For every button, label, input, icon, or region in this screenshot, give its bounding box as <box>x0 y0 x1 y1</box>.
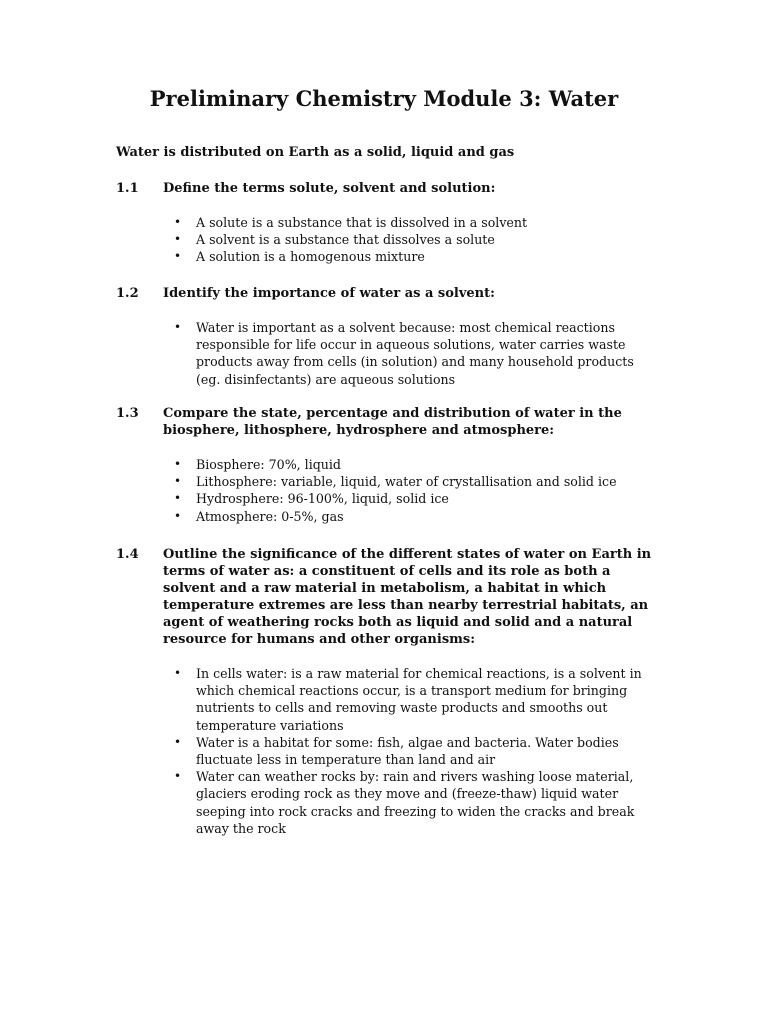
bullet-list <box>116 456 656 525</box>
list-item <box>174 456 656 473</box>
list-item <box>174 248 656 265</box>
list-item <box>174 473 656 490</box>
bullet-icon: • <box>174 474 182 489</box>
bullet-icon: • <box>174 734 182 749</box>
list-item <box>174 214 656 231</box>
intro-heading: Water is distributed on Earth as a solid, liquid and gas <box>116 145 515 160</box>
list-item <box>174 319 656 388</box>
list-item-text: Biosphere: 70%, liquid <box>196 457 341 472</box>
bullet-icon: • <box>174 508 182 523</box>
list-item-text: In cells water: is a raw material for chemical reactions, is a solvent in which chemical reactions occur, is a transport medium for bringing nutrients to cells and removing waste products and smooths out temperature variations <box>196 666 642 733</box>
bullet-icon: • <box>174 666 182 680</box>
section-heading <box>116 546 656 648</box>
bullet-icon: • <box>174 232 182 247</box>
bullet-icon: • <box>174 249 182 264</box>
section-1-2 <box>116 285 656 388</box>
page-title: Preliminary Chemistry Module 3: Water <box>149 86 619 111</box>
list-item <box>174 508 656 525</box>
bullet-list <box>116 214 656 266</box>
list-item <box>174 665 656 734</box>
list-item-text: A solution is a homogenous mixture <box>196 249 425 265</box>
list-item-text: Water is important as a solvent because: most chemical reactions responsible for life occur in aqueous solutions, water carries waste products away from cells (in solution) and many household products (eg. disinfectants) are aqueous solutions <box>196 320 634 387</box>
list-item <box>174 231 656 248</box>
list-item-text: A solute is a substance that is dissolved in a solvent <box>196 215 528 230</box>
list-item-text: Water can weather rocks by: rain and rivers washing loose material, glaciers eroding rock as they move and (freeze-thaw) liquid water seeping into rock cracks and freezing to widen the cracks and break away the rock <box>196 769 635 836</box>
section-number: 1.4 <box>116 547 139 562</box>
bullet-icon: • <box>174 491 182 506</box>
section-number: 1.2 <box>116 286 139 301</box>
section-1-3 <box>116 405 656 525</box>
list-item-text: A solvent is a substance that dissolves a solute <box>196 232 495 248</box>
section-heading <box>116 405 656 439</box>
section-title: Define the terms solute, solvent and solution: <box>163 181 496 196</box>
bullet-list <box>116 665 656 837</box>
list-item-text: Hydrosphere: 96-100%, liquid, solid ice <box>196 491 449 507</box>
bullet-icon: • <box>174 320 182 334</box>
section-1-1 <box>116 180 656 266</box>
bullet-icon: • <box>174 769 182 784</box>
section-heading <box>116 285 656 302</box>
list-item <box>174 490 656 507</box>
list-item-text: Atmosphere: 0-5%, gas <box>196 508 344 524</box>
section-title: Outline the significance of the different states of water on Earth in terms of water as: a constituent of cells and its role as both a solvent and a raw material in metabolism, a habitat in which temperature extremes are less than nearby terrestrial habitats, an agent of weathering rocks both as liquid and solid and a natural resource for humans and other organisms: <box>163 547 652 647</box>
section-title: Identify the importance of water as a solvent: <box>163 286 495 301</box>
bullet-icon: • <box>174 457 182 471</box>
section-number: 1.1 <box>116 181 139 196</box>
list-item-text: Water is a habitat for some: fish, algae and bacteria. Water bodies fluctuate less in temperature than land and air <box>196 734 619 768</box>
list-item <box>174 734 656 768</box>
bullet-icon: • <box>174 215 182 229</box>
list-item <box>174 768 656 837</box>
section-heading <box>116 180 656 197</box>
section-number: 1.3 <box>116 406 139 421</box>
section-title: Compare the state, percentage and distribution of water in the biosphere, lithosphere, hydrosphere and atmosphere: <box>163 406 622 438</box>
bullet-list <box>116 319 656 388</box>
list-item-text: Lithosphere: variable, liquid, water of crystallisation and solid ice <box>196 474 617 490</box>
section-1-4 <box>116 546 656 837</box>
